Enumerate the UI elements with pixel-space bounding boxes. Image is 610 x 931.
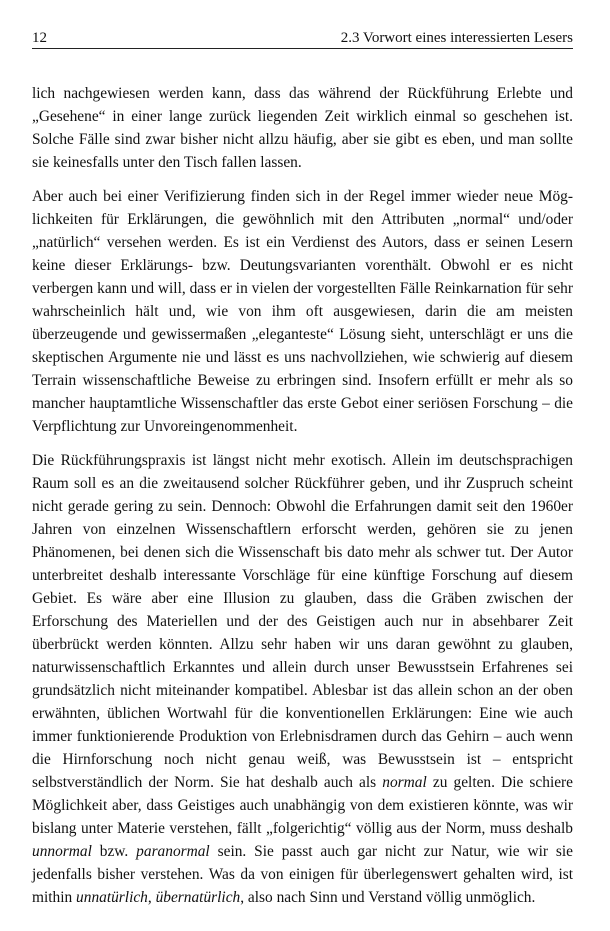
text-segment: Die Rückführungspraxis ist längst nicht mehr exotisch. Allein im deutschsprachigen Raum soll es an die zweitausend solcher Rückführer geben, und ihr Zuspruch scheint nicht gerade gering zu sein. Dennoch: Obwohl die Erfahrungen damit seit den 1960er Jahren von einzelnen Wissenschaftlern erforscht werden, gehören sie zu jenen Phänomenen, bei denen sich die Wissenschaft bis dato mehr als schwer tut. Der Autor unterbreitet deshalb interessante Vorschläge für eine künftige Forschung auf diesem Gebiet. Es wäre aber eine Illusion zu glauben, dass die Gräben zwischen der Erforschung des Materiellen und der des Geistigen auch nur in absehbarer Zeit überbrückt werden könnten. Allzu sehr haben wir uns daran gewöhnt zu glauben, naturwissenschaftlich Erkanntes und allein durch unser Bewusstsein Erfahrenes sei grundsätzlich nicht miteinander kompatibel. Ablesbar ist das allein schon an der oben erwähnten, üblichen Wortwahl für die konventionellen Erklärungen: Eine wie auch immer funktionierende Produktion von Erlebnisdramen durch das Gehirn – auch wenn die Hirnforschung noch nicht genau weiß, was Bewusstsein ist – entspricht selbstverständlich der Norm. Sie hat deshalb auch als (32, 452, 573, 791)
emphasis-normal: normal (382, 774, 427, 791)
emphasis-paranormal: paranormal (136, 843, 210, 860)
paragraph-3 (32, 449, 573, 909)
emphasis-unnatuerlich: unnatürlich (76, 889, 148, 906)
text-segment: bzw. (91, 843, 137, 860)
running-head: 2.3 Vorwort eines interessierten Lesers (340, 30, 573, 46)
text-segment: , (147, 889, 156, 906)
paragraph-1 (32, 82, 573, 174)
page-number: 12 (32, 30, 47, 46)
text-segment: zu gelten. Die schiere Möglichkeit aber, dass Geistiges auch unabhängig von dem existieren könnte, was wir bislang unter Materie verstehen, fällt „folgerichtig“ völlig aus der Norm, muss deshalb (32, 774, 574, 837)
text-segment: lich nachgewiesen werden kann, dass das während der Rückführung Erlebte und „Gesehene“ in einer lange zurück liegenden Zeit wirklich einmal so geschehen ist. Solche Fälle sind zwar bisher nicht allzu häufig, aber sie gibt es eben, und man sollte sie keinesfalls unter den Tisch fallen lassen. (32, 85, 573, 171)
paragraph-2 (32, 185, 573, 438)
page-header (32, 26, 573, 49)
emphasis-unnormal: unnormal (32, 843, 92, 860)
body-text (32, 82, 573, 920)
text-segment: Aber auch bei einer Verifizierung finden sich in der Regel immer wieder neue Möglichkeiten für Erklärungen, die gewöhnlich mit den Attributen „normal“ und/oder „natürlich“ versehen werden. Es ist ein Verdienst des Autors, dass er seinen Lesern keine dieser Erklärungs- bzw. Deutungsvarianten vorenthält. Obwohl er es nicht verbergen kann und will, dass er in vielen der vorgestellten Fälle Reinkarnation für sehr wahrscheinlich hält und, wie von ihm oft ausgewiesen, darin die am meisten überzeugende und gewissermaßen „eleganteste“ Lösung sieht, unterschlägt er uns die skeptischen Argumente nie und lässt es uns nachvollziehen, wie schwierig auf diesem Terrain wissenschaftliche Beweise zu erbringen sind. Insofern erfüllt er mehr als so mancher hauptamtliche Wissenschaftler das erste Gebot einer seriösen Forschung – die Verpflichtung zur Unvoreingenommenheit. (32, 188, 573, 435)
emphasis-uebernatuerlich: übernatürlich (155, 889, 241, 906)
text-segment: sein. Sie passt auch gar nicht zur Natur, wie wir sie jedenfalls bisher verstehen. Was da von einigen für überlegenswert gehalten wird, ist mithin (32, 843, 574, 906)
text-segment: , also nach Sinn und Verstand völlig unmöglich. (240, 889, 536, 906)
